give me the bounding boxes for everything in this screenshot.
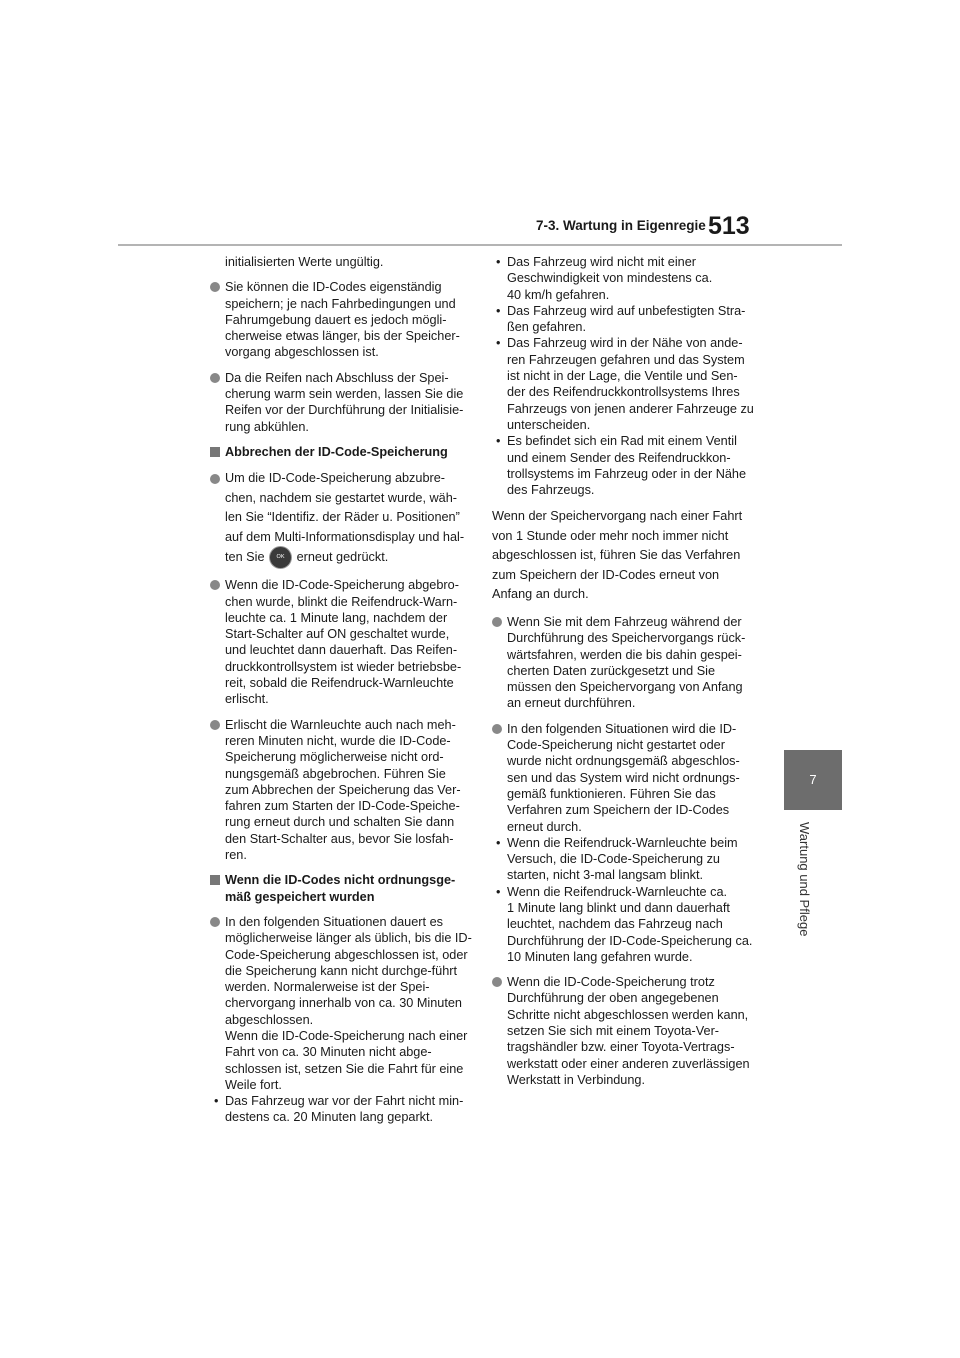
list-item: • Das Fahrzeug wird auf unbefestigten Stra-ßen gefahren. xyxy=(496,303,746,335)
right-column xyxy=(492,254,754,1097)
bullet-icon xyxy=(210,474,220,484)
section-title: 7-3. Wartung in Eigenregie xyxy=(536,218,706,233)
chapter-tab: 7 xyxy=(784,750,842,810)
chapter-title: Wartung und Pflege xyxy=(797,822,812,937)
condition-list xyxy=(210,1093,472,1126)
bullet-icon xyxy=(210,282,220,292)
bullet-item: Wenn die ID-Code-Speicherung trotz Durchführung der oben angegebenen Schritte nicht abgeschlossen werden kann, setzen Sie sich mit einem Toyota-Ver-tragshändler bzw. einer Toyota-Vertrags-werkstatt oder einer anderen zuverlässigen Werkstatt in Verbindung. xyxy=(492,974,754,1088)
ok-button-icon: OK xyxy=(270,547,291,568)
condition-list xyxy=(492,254,754,498)
bullet-icon xyxy=(210,373,220,383)
square-bullet-icon xyxy=(210,875,220,885)
subheading: Abbrechen der ID-Code-Speicherung xyxy=(210,444,472,460)
bullet-item: Erlischt die Warnleuchte auch nach meh-reren Minuten nicht, wurde die ID-Code-Speicherung möglicherweise nicht ord-nungsgemäß abgebrochen. Führen Sie zum Abbrechen der Speicherung das Ver-fahren zum Starten der ID-Code-Speiche-rung erneut durch und schalten Sie dann den Start-Schalter aus, bevor Sie losfah-ren. xyxy=(210,717,472,864)
left-column xyxy=(210,254,472,1135)
list-item: • Wenn die Reifendruck-Warnleuchte ca. 1 Minute lang blinkt und dann dauerhaft leuchtet, nachdem das Fahrzeug nach Durchführung der ID-Code-Speicherung ca. 10 Minuten lang gefahren wurde. xyxy=(496,884,753,964)
bullet-icon xyxy=(210,580,220,590)
bullet-icon xyxy=(210,917,220,927)
list-item: • Das Fahrzeug war vor der Fahrt nicht min-destens ca. 20 Minuten lang geparkt. xyxy=(214,1094,464,1125)
bullet-item: Um die ID-Code-Speicherung abzubre-chen, nachdem sie gestartet wurde, wäh-len Sie “Identifiz. der Räder u. Positionen” auf dem Multi-Informationsdisplay und hal-ten Sie OK erneut gedrückt. xyxy=(210,469,472,568)
paragraph: initialisierten Werte ungültig. xyxy=(225,255,384,269)
bullet-item: Sie können die ID-Codes eigenständig speichern; je nach Fahrbedingungen und Fahrumgebung dauert es jedoch mögli-cherweise etwas länger, bis der Speicher-vorgang abgeschlossen ist. xyxy=(210,279,472,360)
bullet-icon xyxy=(492,724,502,734)
bullet-item: In den folgenden Situationen dauert es möglicherweise länger als üblich, bis die ID-Code-Speicherung abgeschlossen ist, oder die Speicherung kann nicht durchge-führt werden. Normalerweise ist der Spei-chervorgang innerhalb von ca. 30 Minuten abgeschlossen. Wenn die ID-Code-Speicherung nach einer Fahrt von ca. 30 Minuten nicht abge-schlossen ist, setzen Sie die Fahrt für eine Weile fort. xyxy=(210,914,472,1093)
bullet-item: Wenn die ID-Code-Speicherung abgebro-chen wurde, blinkt die Reifendruck-Warn-leuchte ca. 1 Minute lang, nachdem der Start-Schalter auf ON geschaltet wurde, und leuchtet dann dauerhaft. Das Reifen-druckkontrollsystem ist wieder betriebsbe-reit, sobald die Reifendruck-Warnleuchte erlischt. xyxy=(210,577,472,707)
bullet-item: Wenn Sie mit dem Fahrzeug während der Durchführung des Speichervorgangs rück-wärtsfahren, werden die bis dahin gespei-cherten Daten zurückgesetzt und Sie müssen den Speichervorgang von Anfang an erneut durchführen. xyxy=(492,614,754,712)
paragraph: Wenn der Speichervorgang nach einer Fahrt von 1 Stunde oder mehr noch immer nicht abgeschlossen ist, führen Sie das Verfahren zum Speichern der ID-Codes erneut von Anfang an durch. xyxy=(492,509,743,602)
list-item: • Das Fahrzeug wird nicht mit einer Geschwindigkeit von mindestens ca. 40 km/h gefahren. xyxy=(496,255,713,302)
square-bullet-icon xyxy=(210,447,220,457)
list-item: • Das Fahrzeug wird in der Nähe von ande-ren Fahrzeugen gefahren und das System ist nicht in der Lage, die Ventile und Sen-der des Reifendruckkontrollsystems Ihres Fahrzeugs von jenen anderer Fahrzeuge zu unterscheiden. xyxy=(496,336,754,432)
bullet-icon xyxy=(210,720,220,730)
header-divider xyxy=(118,244,842,246)
bullet-item: In den folgenden Situationen wird die ID-Code-Speicherung nicht gestartet oder wurde nicht ordnungsgemäß abgeschlos-sen und das System wird nicht ordnungs-gemäß funktionieren. Führen Sie das Verfahren zum Speichern der ID-Codes erneut durch. xyxy=(492,721,754,835)
list-item: • Wenn die Reifendruck-Warnleuchte beim Versuch, die ID-Code-Speicherung zu starten, nicht 3-mal langsam blinkt. xyxy=(496,835,738,883)
bullet-item: Da die Reifen nach Abschluss der Spei-cherung warm sein werden, lassen Sie die Reifen vor der Durchführung der Initialisie-rung abkühlen. xyxy=(210,370,472,435)
bullet-icon xyxy=(492,977,502,987)
page-number: 513 xyxy=(708,212,750,240)
subheading: Wenn die ID-Codes nicht ordnungsge-mäß gespeichert wurden xyxy=(210,872,472,905)
bullet-icon xyxy=(492,617,502,627)
list-item: • Es befindet sich ein Rad mit einem Ventil und einem Sender des Reifendruckkon-trollsystems im Fahrzeug oder in der Nähe des Fahrzeugs. xyxy=(496,434,747,498)
condition-list xyxy=(492,835,754,965)
